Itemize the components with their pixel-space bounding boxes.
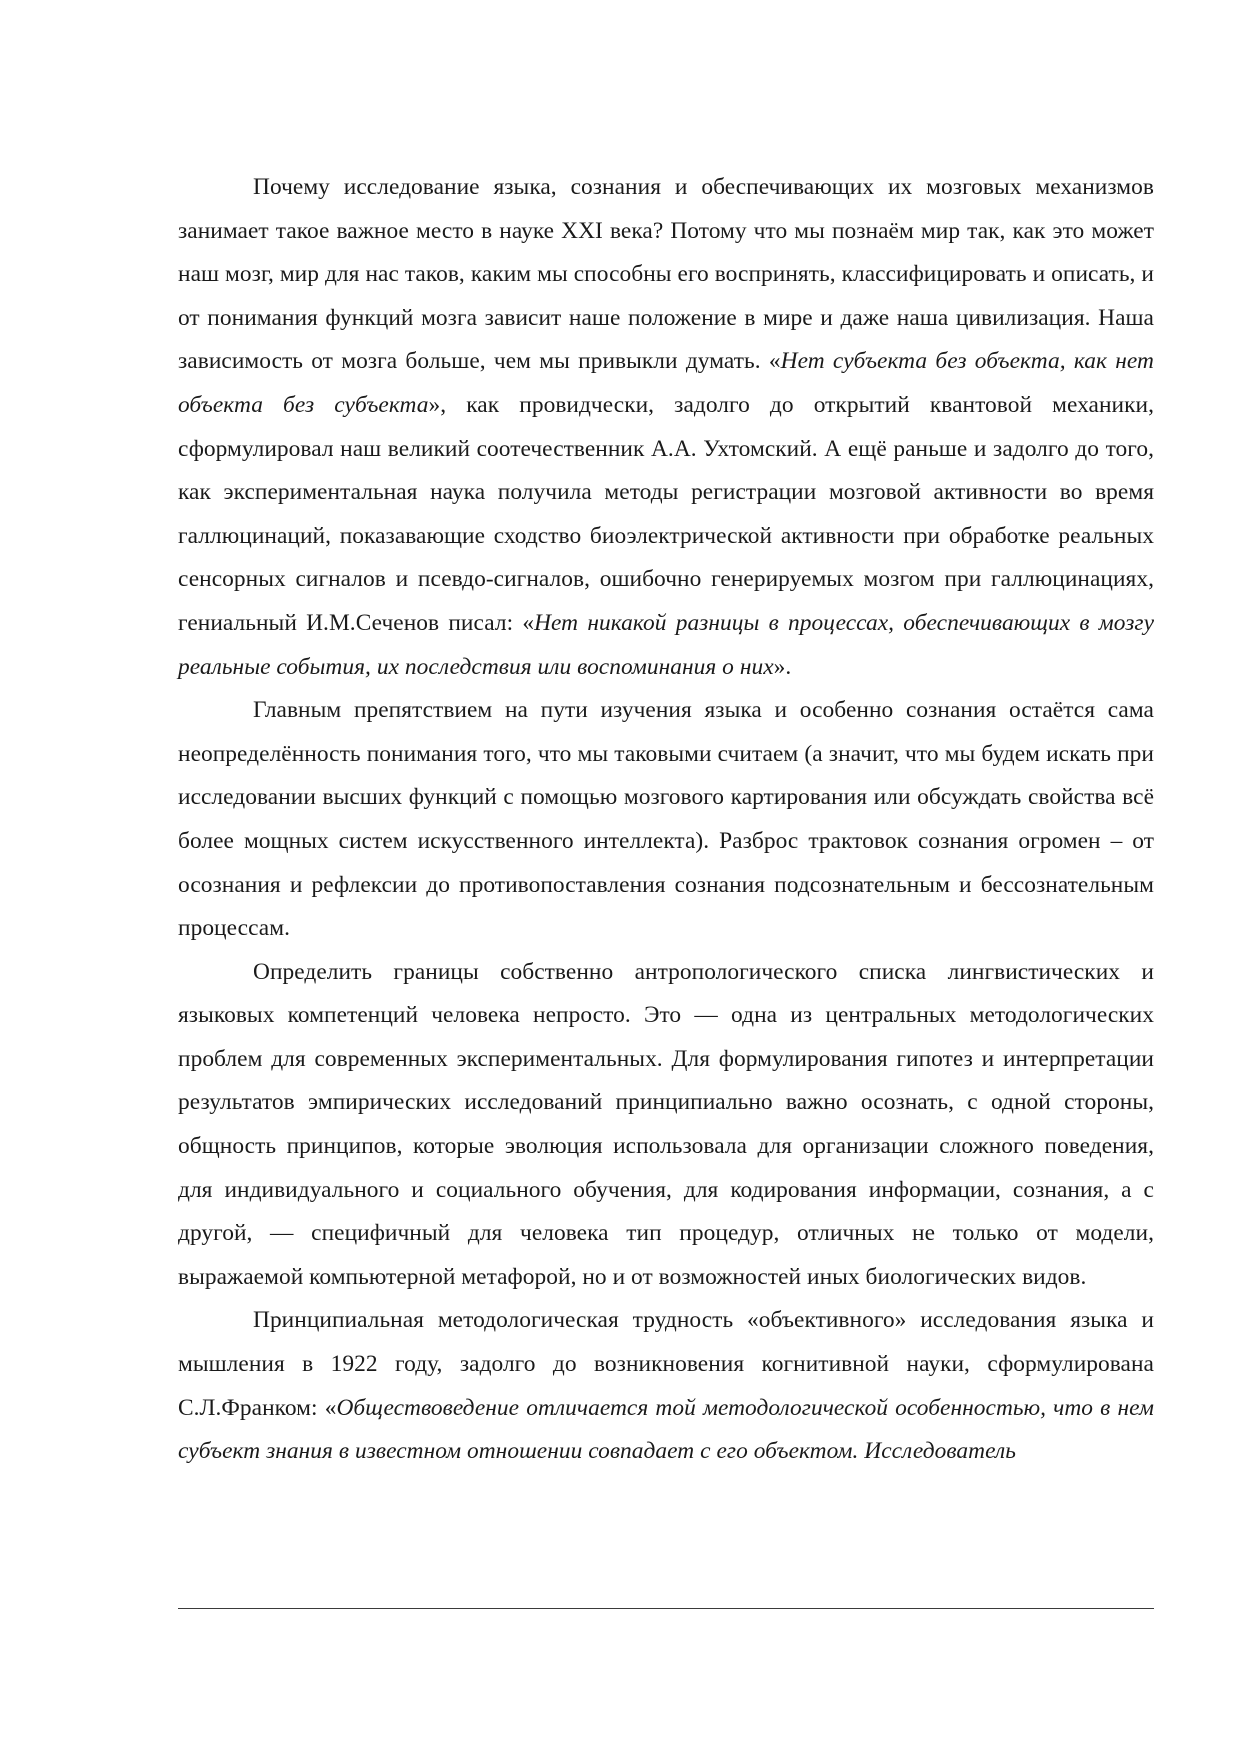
paragraph-3 [178,951,1154,1300]
quote-ukhtomsky: Нет субъекта без объекта, как нет объекта без субъекта [178,348,1154,418]
paragraph-1 [178,166,1154,689]
paragraph-text: Принципиальная методологическая трудность «объективного» исследования языка и мышления в 1922 году, задолго до возникновения когнитивной науки, сформулирована С.Л.Франком: « [178,1307,1154,1421]
footnote-separator-line [178,1608,1154,1609]
body-text [178,166,1154,1474]
quote-sechenov: Нет никакой разницы в процессах, обеспечивающих в мозгу реальные события, их последствия или воспоминания о них [178,609,1154,680]
paragraph-text: », как провидчески, задолго до открытий квантовой механики, сформулировал наш великий соотечественник А.А. Ухтомский. А ещё раньше и задолго до того, как экспериментальная наука получила методы регистрации мозговой активности во время галлюцинаций, показавающие сходство биоэлектрической активности при обработке реальных сенсорных сигналов и псевдо-сигналов, ошибочно генерируемых мозгом при галлюцинациях, гениальный И.М.Сеченов писал: « [178,391,1154,636]
paragraph-text: Главным препятствием на пути изучения языка и особенно сознания остаётся сама неопределённость понимания того, что мы таковыми считаем (а значит, что мы будем искать при исследовании высших функций с помощью мозгового картирования или обсуждать свойства всё более мощных систем искусственного интеллекта). Разброс трактовок сознания огромен – от осознания и рефлексии до противопоставления сознания подсознательным и бессознательным процессам. [178,697,1154,942]
paragraph-4 [178,1299,1154,1473]
paragraph-text: Определить границы собственно антропологического списка лингвистических и языковых компетенций человека непросто. Это — одна из центральных методологических проблем для современных экспериментальных. Для формулирования гипотез и интерпретации результатов эмпирических исследований принципиально важно осознать, с одной стороны, общность принципов, которые эволюция использовала для организации сложного поведения, для индивидуального и социального обучения, для кодирования информации, сознания, а с другой, — специфичный для человека тип процедур, отличных не только от модели, выражаемой компьютерной метафорой, но и от возможностей иных биологических видов. [178,958,1154,1290]
paragraph-text: Почему исследование языка, сознания и обеспечивающих их мозговых механизмов занимает такое важное место в науке XXI века? Потому что мы познаём мир так, как это может наш мозг, мир для нас таков, каким мы способны его воспринять, классифицировать и описать, и от понимания функций мозга зависит наше положение в мире и даже наша цивилизация. Наша зависимость от мозга больше, чем мы привыкли думать. « [178,174,1154,375]
paragraph-2 [178,689,1154,951]
paragraph-text: ». [773,653,792,680]
quote-frank: Обществоведение отличается той методологической особенностью, что в нем субъект знания в известном отношении совпадает с его объектом. Исследователь [178,1394,1154,1465]
